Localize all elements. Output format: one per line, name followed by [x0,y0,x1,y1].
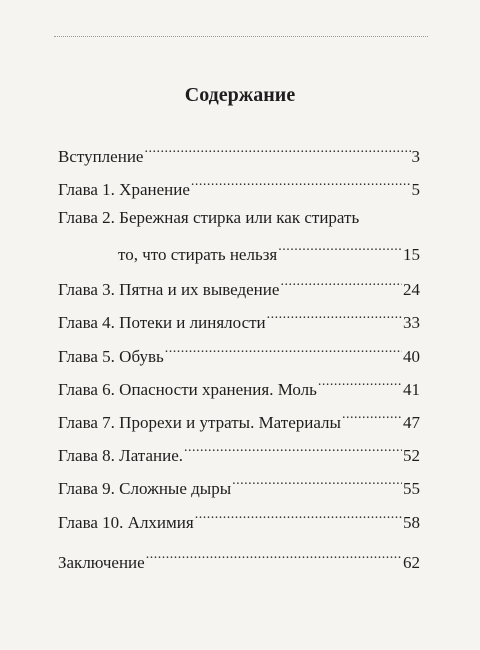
toc-entry-chapter-2[interactable] [58,240,420,265]
toc-leader-dots [278,240,402,260]
toc-entry-chapter-5[interactable] [58,342,420,367]
toc-entry-label: Глава 2. Бережная стирка или как стирать [58,208,360,227]
toc-leader-dots [144,142,410,162]
toc-entry-chapter-9[interactable] [58,474,420,499]
toc-entry-page: 24 [403,280,420,299]
toc-entry-label: Глава 5. Обувь [58,347,164,366]
toc-entry-label: Глава 10. Алхимия [58,513,194,532]
toc-entry-chapter-10[interactable] [58,508,420,533]
toc-leader-dots [318,375,402,395]
toc-entry-page: 52 [403,446,420,465]
toc-leader-dots [195,508,402,528]
toc-entry-chapter-4[interactable] [58,308,420,333]
toc-entry-page: 15 [403,245,420,264]
toc-entry-page: 41 [403,380,420,399]
toc-leader-dots [184,441,402,461]
page-title: Содержание [184,84,296,106]
toc-entry-page: 62 [403,553,420,572]
toc-entry-page: 5 [411,180,420,199]
toc-entry-page: 40 [403,347,420,366]
toc-entry-page: 47 [403,413,420,432]
toc-entry-chapter-2-line-1[interactable] [58,208,420,228]
toc-entry-label: Глава 4. Потеки и линялости [58,313,266,332]
toc-entry-chapter-1[interactable] [58,175,420,200]
toc-entry-label: Глава 9. Сложные дыры [58,479,232,498]
toc-entry-label: Глава 8. Латание. [58,446,183,465]
toc-entry-page: 33 [403,313,420,332]
toc-leader-dots [232,474,402,494]
toc-entry-chapter-3[interactable] [58,275,420,300]
toc-entry-page: 3 [411,147,420,166]
toc-entry-label: Глава 3. Пятна и их выведение [58,280,280,299]
toc-entry-label-continued: то, что стирать нельзя [118,245,278,264]
toc-leader-dots [342,408,402,428]
toc-entry-intro[interactable] [58,142,420,167]
toc-leader-dots [191,175,411,195]
top-dotted-rule [54,36,428,37]
toc-entry-chapter-6[interactable] [58,375,420,400]
toc-leader-dots [146,548,402,568]
toc-leader-dots [165,342,402,362]
toc-leader-dots [267,308,402,328]
toc-entry-page: 55 [403,479,420,498]
toc-entry-label: Заключение [58,553,145,572]
toc-entry-conclusion[interactable] [58,548,420,573]
toc-entry-label: Глава 1. Хранение [58,180,190,199]
toc-entry-label: Вступление [58,147,144,166]
toc-entry-chapter-8[interactable] [58,441,420,466]
toc-entry-label: Глава 7. Прорехи и утраты. Материалы [58,413,341,432]
toc-entry-label: Глава 6. Опасности хранения. Моль [58,380,317,399]
toc-entry-chapter-7[interactable] [58,408,420,433]
toc-leader-dots [280,275,402,295]
toc-entry-page: 58 [403,513,420,532]
